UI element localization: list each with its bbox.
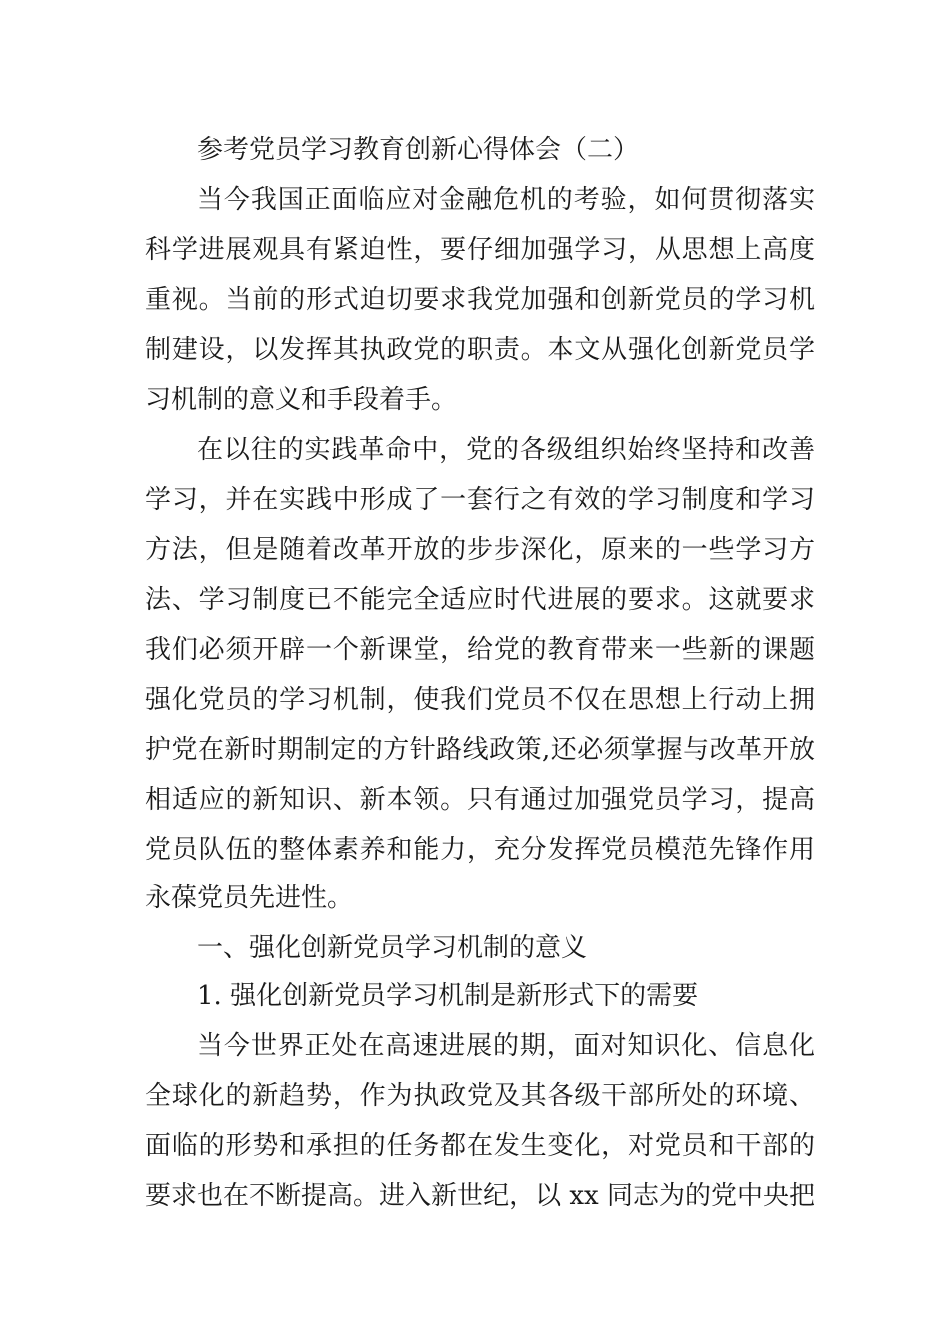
paragraph-3-line-2: 全球化的新趋势，作为执政党及其各级干部所处的环境、	[145, 1081, 815, 1111]
paragraph-2-line-9: 党员队伍的整体素养和能力，充分发挥党员模范先锋作用	[145, 835, 815, 865]
paragraph-1-line-1: 当今我国正面临应对金融危机的考验，如何贯彻落实	[197, 185, 815, 215]
paragraph-2-line-3: 方法，但是随着改革开放的步步深化，原来的一些学习方	[145, 535, 815, 565]
paragraph-2-line-1: 在以往的实践革命中，党的各级组织始终坚持和改善	[197, 435, 815, 465]
paragraph-1-line-4: 制建设，以发挥其执政党的职责。本文从强化创新党员学	[145, 335, 815, 365]
subsection-heading-1: 1. 强化创新党员学习机制是新形式下的需要	[197, 981, 699, 1011]
paragraph-2-line-2: 学习，并在实践中形成了一套行之有效的学习制度和学习	[145, 485, 815, 515]
paragraph-2-line-5: 我们必须开辟一个新课堂，给党的教育带来一些新的课题	[145, 635, 815, 665]
paragraph-2-line-8: 相适应的新知识、新本领。只有通过加强党员学习，提高	[145, 785, 815, 815]
document-title: 参考党员学习教育创新心得体会（二）	[197, 135, 640, 165]
section-heading-1: 一、强化创新党员学习机制的意义	[197, 933, 588, 963]
paragraph-2-line-7: 护党在新时期制定的方针路线政策,还必须掌握与改革开放	[145, 735, 815, 765]
paragraph-2-line-4: 法、学习制度已不能完全适应时代进展的要求。这就要求	[145, 585, 815, 615]
paragraph-1-line-3: 重视。当前的形式迫切要求我党加强和创新党员的学习机	[145, 285, 815, 315]
paragraph-1-line-2: 科学进展观具有紧迫性，要仔细加强学习，从思想上高度	[145, 235, 815, 265]
paragraph-3-line-4: 要求也在不断提高。进入新世纪，以 xx 同志为的党中央把	[145, 1181, 815, 1211]
paragraph-3-line-3: 面临的形势和承担的任务都在发生变化，对党员和干部的	[145, 1131, 815, 1161]
paragraph-2-line-10: 永葆党员先进性。	[145, 883, 354, 913]
paragraph-3-line-1: 当今世界正处在高速进展的期，面对知识化、信息化	[197, 1031, 815, 1061]
paragraph-1-line-5: 习机制的意义和手段着手。	[145, 385, 458, 415]
paragraph-2-line-6: 强化党员的学习机制，使我们党员不仅在思想上行动上拥	[145, 685, 815, 715]
